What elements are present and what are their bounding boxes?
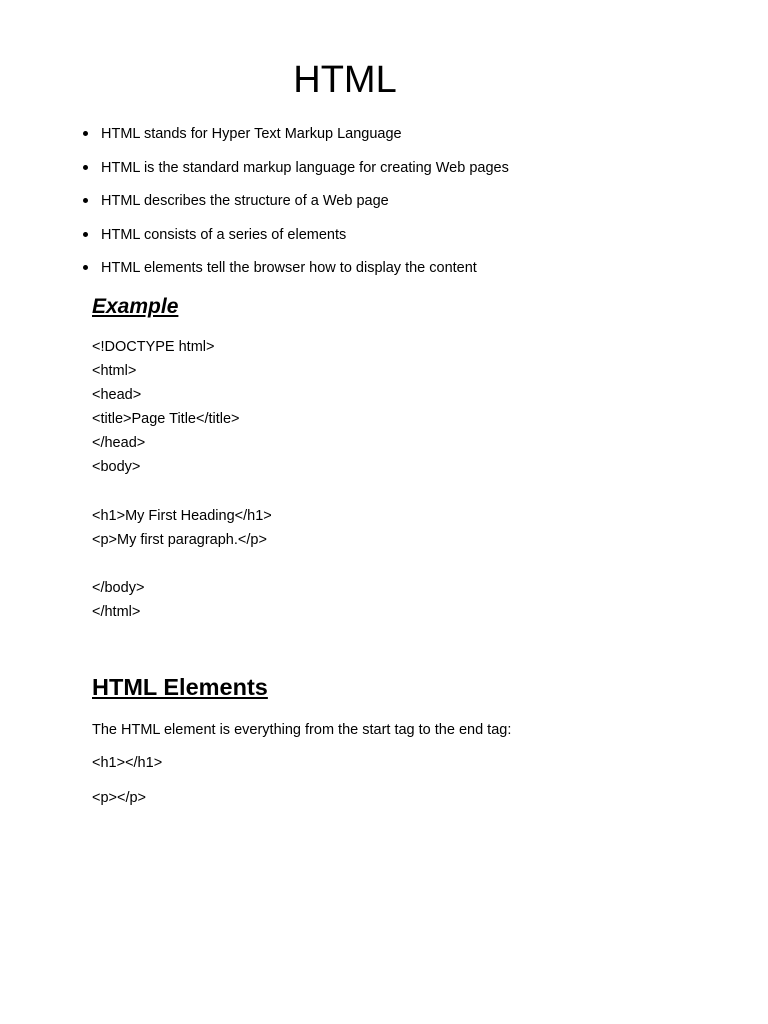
bullet-dot-icon [83, 198, 88, 203]
html-elements-heading: HTML Elements [92, 674, 268, 700]
code-line: <head> [92, 387, 142, 404]
code-line [92, 481, 272, 505]
example-code-block [92, 336, 272, 625]
bullet-text: HTML consists of a series of elements [101, 226, 347, 243]
example-heading: Example [92, 295, 179, 318]
bullet-text: HTML is the standard markup language for creating Web pages [101, 159, 509, 176]
bullet-dot-icon [83, 165, 88, 170]
code-line: </html> [92, 604, 141, 621]
bullet-item [78, 225, 509, 259]
elements-intro-text: The HTML element is everything from the start tag to the end tag: [92, 722, 512, 738]
code-line: <!DOCTYPE html> [92, 339, 215, 355]
bullet-text: HTML describes the structure of a Web page [101, 193, 389, 210]
code-line: <body> [92, 459, 141, 476]
elements-example-p: <p></p> [92, 790, 147, 806]
code-line: <h1>My First Heading</h1> [92, 507, 272, 524]
bullet-item [78, 124, 509, 158]
bullet-text: HTML elements tell the browser how to display the content [101, 260, 477, 277]
bullet-text: HTML stands for Hyper Text Markup Language [101, 126, 402, 142]
bullet-item [78, 258, 509, 292]
code-line: <title>Page Title</title> [92, 411, 240, 428]
bullet-item [78, 158, 509, 192]
bullet-item [78, 191, 509, 225]
elements-example-h1: <h1></h1> [92, 755, 163, 771]
code-line: <p>My first paragraph.</p> [92, 531, 267, 548]
bullet-dot-icon [83, 131, 88, 136]
bullet-dot-icon [83, 232, 88, 237]
code-line [92, 553, 272, 577]
bullet-dot-icon [83, 265, 88, 270]
code-line: </head> [92, 435, 146, 452]
code-line: </body> [92, 579, 145, 596]
document-title: HTML [293, 59, 397, 101]
intro-bullet-list [78, 124, 509, 292]
code-line: <html> [92, 363, 137, 380]
